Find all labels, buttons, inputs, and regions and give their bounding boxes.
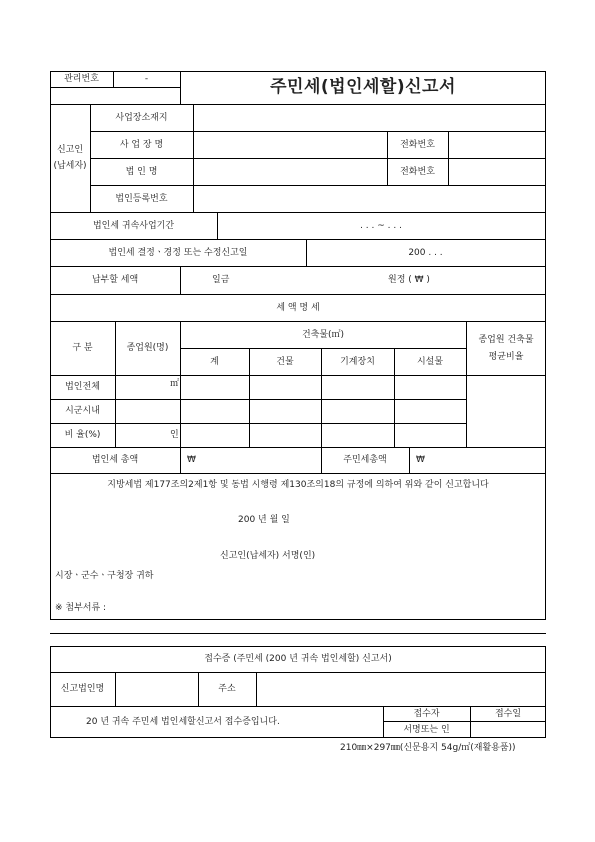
receipt-address-label: 주소 bbox=[218, 684, 236, 694]
receipt-receiver-signature[interactable]: 서명또는 인 bbox=[403, 725, 450, 735]
row-corporation-total-cells[interactable] bbox=[181, 376, 466, 399]
column-average-ratio-header-1: 종업원 건축물 bbox=[478, 335, 534, 345]
column-floor-area-header: 건축물(㎡) bbox=[301, 330, 345, 340]
column-average-ratio-header-2: 평균비율 bbox=[488, 352, 524, 362]
corporation-registration-field[interactable] bbox=[194, 186, 545, 212]
resident-tax-total-label: 주민세총액 bbox=[343, 455, 387, 465]
phone-label-1: 전화번호 bbox=[400, 140, 435, 150]
amount-won-label[interactable]: 원정 ( ₩ ) bbox=[388, 275, 430, 285]
receipt-address-field[interactable] bbox=[257, 673, 545, 706]
corporate-tax-total-label: 법인세 총액 bbox=[91, 455, 139, 465]
addressee: 시장ㆍ군수ㆍ구청장 귀하 bbox=[55, 571, 154, 581]
decision-date-label: 법인세 결정ㆍ경정 또는 수정신고일 bbox=[108, 248, 248, 258]
subcolumn-facility: 시설물 bbox=[416, 357, 444, 367]
row-ratio-unit: 인 bbox=[170, 430, 179, 440]
decision-date-value[interactable]: 200 . . . bbox=[408, 248, 443, 258]
receipt-corporation-field[interactable] bbox=[116, 673, 198, 706]
amount-words-label: 일금 bbox=[212, 275, 230, 285]
row-ratio-label: 비 율(%) bbox=[64, 430, 101, 440]
phone-field-1[interactable] bbox=[449, 132, 545, 158]
management-number-label: 관리번호 bbox=[64, 74, 99, 84]
declaration-statement: 지방세법 제177조의2제1항 및 동법 시행령 제130조의18의 규정에 의하여 위와 같이 신고합니다 bbox=[107, 480, 489, 490]
receipt-receiver-label: 접수자 bbox=[413, 709, 440, 719]
phone-label-2: 전화번호 bbox=[400, 167, 435, 177]
tax-detail-section-title: 세 액 명 세 bbox=[276, 303, 320, 313]
business-name-label: 사 업 장 명 bbox=[119, 140, 164, 150]
subcolumn-building: 건물 bbox=[276, 357, 294, 367]
cut-line bbox=[50, 633, 546, 634]
row-city-cells[interactable] bbox=[116, 400, 466, 423]
receipt-title: 접수증 (주민세 (200 년 귀속 법인세할) 신고서) bbox=[204, 654, 392, 664]
receipt-date-field[interactable] bbox=[471, 722, 545, 737]
paper-specification: 210㎜×297㎜(신문용지 54g/㎡(재활용품)) bbox=[340, 743, 516, 753]
declarant-signature[interactable]: 신고인(납세자) 서명(인) bbox=[220, 551, 316, 561]
phone-field-2[interactable] bbox=[449, 159, 545, 185]
resident-tax-total-value[interactable]: ₩ bbox=[416, 455, 425, 465]
business-address-label: 사업장소재지 bbox=[115, 113, 168, 123]
corporate-tax-total-value[interactable]: ₩ bbox=[187, 455, 196, 465]
business-name-field[interactable] bbox=[194, 132, 387, 158]
attachments-label: ※ 첨부서류 : bbox=[55, 603, 107, 613]
tax-period-label: 법인세 귀속사업기간 bbox=[92, 221, 175, 231]
filer-group-sublabel: (납세자) bbox=[53, 161, 87, 171]
column-category-header: 구 분 bbox=[72, 343, 93, 353]
row-corporation-total-unit: ㎡ bbox=[170, 379, 180, 389]
payable-tax-label: 납부할 세액 bbox=[91, 275, 139, 285]
tax-period-value[interactable]: . . . ~ . . . bbox=[360, 221, 402, 231]
subcolumn-machinery: 기계장치 bbox=[340, 357, 375, 367]
row-ratio-cells[interactable] bbox=[181, 424, 466, 447]
form-title: 주민세(법인세할)신고서 bbox=[270, 77, 456, 97]
corporation-registration-label: 법인등록번호 bbox=[115, 194, 168, 204]
receipt-confirmation-text: 20 년 귀속 주민세 법인세할신고서 접수증입니다. bbox=[86, 717, 280, 727]
filer-group-label: 신고인 bbox=[56, 145, 84, 155]
row-corporation-total-label: 법인전체 bbox=[65, 382, 100, 392]
corporation-name-label: 법 인 명 bbox=[125, 167, 158, 177]
column-employees-header: 종업원(명) bbox=[126, 343, 169, 353]
declaration-date[interactable]: 200 년 월 일 bbox=[238, 515, 290, 525]
receipt-corporation-label: 신고법인명 bbox=[60, 684, 105, 694]
business-address-field[interactable] bbox=[194, 105, 545, 131]
corporation-name-field[interactable] bbox=[194, 159, 387, 185]
row-city-label: 시군시내 bbox=[65, 406, 100, 416]
subcolumn-total: 계 bbox=[210, 357, 219, 367]
receipt-date-label: 접수일 bbox=[494, 709, 522, 719]
management-number-value[interactable]: - bbox=[144, 74, 149, 84]
